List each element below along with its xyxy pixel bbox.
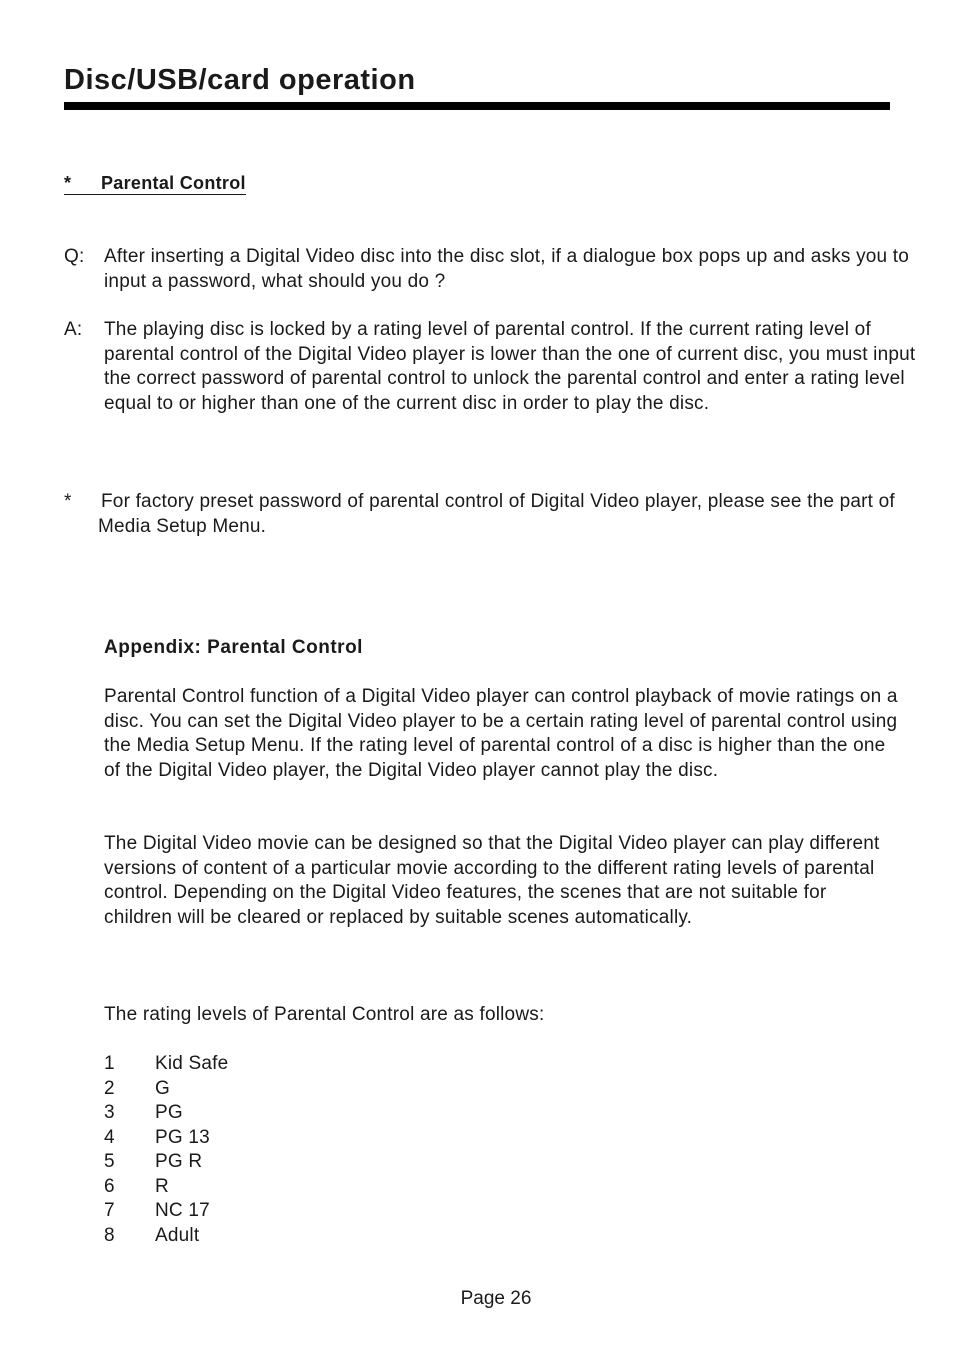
rating-number: 6 [104, 1175, 115, 1197]
rating-label: NC 17 [155, 1200, 210, 1221]
answer-mark: A: [64, 319, 83, 340]
rating-number: 5 [104, 1151, 115, 1172]
page-number: Page 26 [460, 1288, 532, 1309]
ratings-intro: The rating levels of Parental Control are as follows: [104, 1004, 545, 1025]
list-item [104, 1126, 228, 1151]
list-item [104, 1224, 228, 1249]
question-paragraph [64, 245, 934, 294]
list-item [104, 1101, 228, 1126]
note-bullet: * [64, 491, 72, 512]
page-title: Disc/USB/card operation [64, 64, 416, 96]
section-bullet: * [64, 173, 72, 193]
list-item [104, 1052, 228, 1077]
rating-label: PG [155, 1102, 183, 1123]
note-paragraph [64, 490, 928, 539]
question-mark: Q: [64, 246, 85, 267]
rating-label: G [155, 1077, 170, 1099]
list-item [104, 1150, 228, 1175]
rating-number: 3 [104, 1102, 115, 1123]
section-title: Parental Control [101, 173, 246, 193]
list-item [104, 1077, 228, 1102]
rating-label: R [155, 1175, 169, 1197]
rating-label: PG R [155, 1151, 203, 1172]
rating-label: Kid Safe [155, 1053, 229, 1074]
answer-paragraph [64, 318, 934, 416]
rating-number: 8 [104, 1224, 115, 1246]
rating-label: Adult [155, 1224, 200, 1246]
note-text: For factory preset password of parental control of Digital Video player, please see the part of Media Setup Menu. [98, 491, 895, 537]
answer-text: The playing disc is locked by a rating level of parental control. If the current rating level of parental control of the Digital Video player is lower than the one of current disc, you must input the correct password of parental control to unlock the parental control and enter a rating level equal to or higher than one of the current disc in order to play the disc. [104, 319, 916, 414]
rating-label: PG 13 [155, 1126, 210, 1148]
rating-number: 7 [104, 1200, 115, 1221]
ratings-list [104, 1052, 228, 1248]
appendix-paragraph-2: The Digital Video movie can be designed so that the Digital Video player can play different versions of content of a particular movie according to the different rating levels of parental control. Depending on the Digital Video features, the scenes that are not suitable for children will be cleared or replaced by suitable scenes automatically. [104, 833, 880, 928]
appendix-title: Appendix: Parental Control [104, 637, 363, 658]
appendix-paragraph-1: Parental Control function of a Digital Video player can control playback of movie ratings on a disc. You can set the Digital Video player to be a certain rating level of parental control using the Media Setup Menu. If the rating level of parental control of a disc is higher than the one of the Digital Video player, the Digital Video player cannot play the disc. [104, 686, 898, 781]
rating-number: 4 [104, 1126, 115, 1148]
title-rule [64, 102, 890, 110]
rating-number: 1 [104, 1053, 115, 1074]
list-item [104, 1199, 228, 1224]
rating-number: 2 [104, 1077, 115, 1099]
question-text: After inserting a Digital Video disc into the disc slot, if a dialogue box pops up and asks you to input a password, what should you do ? [104, 246, 910, 292]
section-heading [64, 173, 246, 195]
list-item [104, 1175, 228, 1200]
